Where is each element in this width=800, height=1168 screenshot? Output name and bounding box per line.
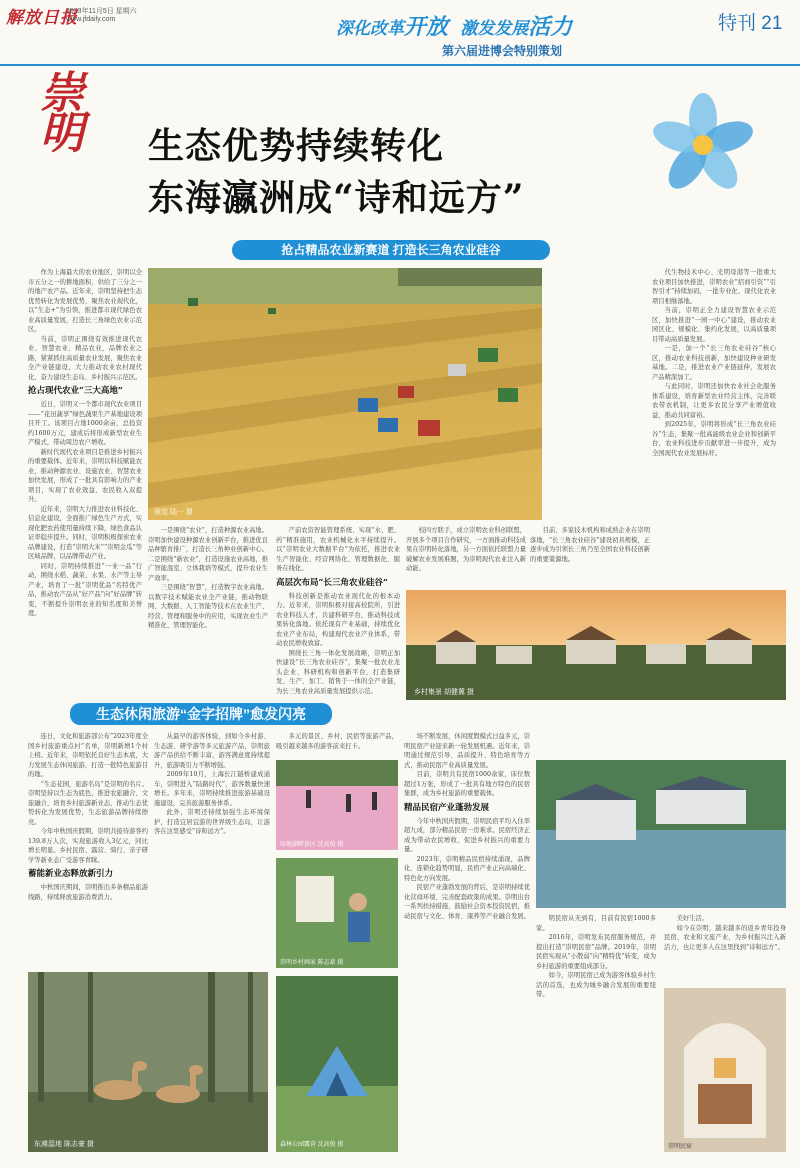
article-column-1 xyxy=(28,268,142,698)
article-column-4 xyxy=(406,526,526,586)
paragraph: 当前，崇明正围绕有效推进现代农业、智慧农业、精品农业，品牌农业之路，紧紧抓住高质量农业发展，聚焦农业全产业链建设，大力推动农业农村现代化，奋力建设生态岛、乡村振兴示范区。 xyxy=(28,335,142,381)
paragraph: 目前，崇明共有民宿1000余家，床位数超过1万张，形成了一批具有地方特色的民宿集群，成为乡村旅游的重要载体。 xyxy=(404,771,530,797)
photo-caption: 崇明乡村画家 陈志豪 摄 xyxy=(280,960,344,966)
village-painter-photo xyxy=(276,858,398,968)
newspaper-logo: 解放日报 xyxy=(6,8,78,28)
paragraph: 场不断发展，休闲度假模式日益多元，崇明民宿产业迎来新一轮发展机遇。近年来，崇明通过规范引导、品质提升、特色培育等方式，推动民宿产业高质量发展。 xyxy=(404,733,530,769)
harvest-field-photo xyxy=(148,268,542,520)
headline-line-2: 东海瀛洲成“诗和远方” xyxy=(148,177,525,219)
section-banner-agriculture: 抢占精品农业新赛道 打造长三角农业硅谷 xyxy=(232,240,550,260)
paragraph: 近日，崇明又一个都市现代农业项目——“花田蔬享”绿色蔬果生产基地建设项目开工。该项目占地1000余亩，总投资约1600万元，建成后将形成新型农业生产模式，带动周边农户增收。 xyxy=(28,401,142,446)
edition-label: 特刊 21 xyxy=(718,13,783,34)
photo-caption: 森林公园露营 沈高俊 摄 xyxy=(280,1142,344,1148)
flower-field-photo xyxy=(276,760,398,850)
paragraph: 目前，多家技术机构和成熟企业在崇明落地，“长三角农业硅谷”建设初具规模，正逐步成为引领长三角乃至全国农业科技创新的重要策源地。 xyxy=(530,527,650,563)
paragraph: 一是围绕“农业”，打造种源农业高地。崇明加快建设种源农业创新平台，推进优良品种繁育推广，打造长三角种业创新中心。二是围绕“新农业”，打造设施农业高地，推广智能温室、立体栽培等模式，提升农业生产效率。 xyxy=(148,527,268,582)
paragraph: 当前，崇明正全力建设智慧农业示范区，加快推进“一园一中心”建设，推动农业园区化、规模化、集约化发展，以高质量项目带动高质量发展。 xyxy=(652,307,776,343)
paragraph: 今年中秋国庆假期，崇明共接待游客约139.8万人次，实现旅游收入3亿元，同比增长明显。乡村民宿、露营、骑行、亲子研学等新业态广受游客青睐。 xyxy=(28,828,148,864)
paragraph: 此外，崇明还持续加强生态环境保护，打造宜居宜游的世界级生态岛，让游客在这里感受“诗和远方”。 xyxy=(154,809,270,835)
article-column-10 xyxy=(536,914,656,1152)
lakeside-resort-photo xyxy=(536,760,786,908)
paragraph: 科技创新是推动农业现代化的根本动力。近年来，崇明积极对接高校院所，引进农业科技人才，共建科研平台，推动科技成果转化落地。依托现有产业基础，持续优化农业产业布局，构建现代农业产业体系，带动农民增收致富。 xyxy=(276,592,400,647)
section-heading: 抢占现代农业“三大高地” xyxy=(28,386,123,396)
photo-caption: 崇明民宿 xyxy=(668,1144,693,1150)
article-column-3 xyxy=(276,526,400,696)
paragraph: 产前农资智能管理系统、实现“水、肥、药”精准施用，农业机械化水平持续提升。以“崇明农业大数据平台”为依托，推进农业生产智能化、经营网络化、管理数据化、服务在线化。 xyxy=(276,527,400,572)
photo-caption: 乡村集景 胡健冀 摄 xyxy=(414,689,474,696)
special-subtitle: 第六届进博会特别策划 xyxy=(442,44,563,58)
paragraph: 校四方联手，成立崇明农业科创联盟，开展多个项目合作研究，一方面推动科技成果在崇明转化落地，另一方面依托联盟力量破解农业发展难题，为崇明现代农业注入新动能。 xyxy=(406,527,526,572)
paragraph: 民宿产业蓬勃发展的背后，是崇明持续优化营商环境、完善配套政策的成果。崇明出台一系列扶持措施，鼓励社会资本投资民宿，推动民宿与文化、体育、康养等产业融合发展。 xyxy=(404,884,530,920)
article-column-5 xyxy=(652,268,776,586)
paragraph: 三是围绕“智慧”，打造数字农业高地。以数字技术赋能农业全产业链，推动物联网、大数据、人工智能等技术在农业生产、经营、管理和服务中的应用，实现农业生产精准化、管理智能化。 xyxy=(148,584,268,629)
paragraph: 作为上海最大的农业地区，崇明以全市五分之一的耕地面积，供给了三分之一的地产农产品。近年来，崇明坚持把生态优势转化为发展优势，聚焦农业现代化，以“生态+”为引领，推进都市现代绿色农业高质量发展，打造长三角绿色农业示范区。 xyxy=(28,269,142,333)
slogan-part: 开放 xyxy=(404,14,449,39)
issue-date: 2023年11月5日 星期六 xyxy=(66,8,137,15)
paragraph: 今年中秋国庆假期，崇明民宿平均入住率超九成，部分精品民宿一房难求。民宿经济正成为带动农民增收、促进乡村振兴的重要力量。 xyxy=(404,817,530,853)
special-slogan xyxy=(336,10,572,41)
photo-caption: 绿地湖畔景区 沈高俊 摄 xyxy=(280,842,344,848)
paragraph: 围绕长三角一体化发展战略，崇明正加快建设“长三角农业硅谷”，集聚一批农业龙头企业、科研机构和创新平台，打造集研发、生产、加工、销售于一体的全产业链，为长三角农业高质量发展提供示范。 xyxy=(276,649,400,695)
article-column-4b xyxy=(530,526,650,586)
district-title xyxy=(40,68,86,159)
bnb-interior-photo xyxy=(664,988,786,1152)
paragraph: 近年来，崇明大力推进农业科技化、信息化建设，全面推广绿色生产方式，实现化肥农药使用量持续下降，绿色食品认证率稳步提升。同时，崇明积极探索农业品牌建设，打造“崇明大米”“崇明金瓜”等区域品牌，以品牌带动产业。 xyxy=(28,505,142,560)
paragraph: 与此同时，崇明还加快农业社会化服务体系建设，培育新型农业经营主体，完善联农带农机制，让更多农民分享产业增值收益，推动共同富裕。 xyxy=(652,383,776,419)
slogan-part: 活力 xyxy=(528,14,573,39)
article-column-9 xyxy=(404,732,530,1152)
article-column-11 xyxy=(664,914,786,984)
photo-caption: 东滩湿地 陈志豪 摄 xyxy=(34,1141,94,1148)
slogan-part: 深化 xyxy=(336,19,370,38)
website-url[interactable]: www.jfdaily.com xyxy=(66,16,116,23)
paragraph: 2016年，崇明发布民宿服务规范，并提出打造“崇明民宿”品牌。2019年，崇明民宿实现从“小散弱”向“精特优”转变，成为乡村旅游的重要组成部分。 xyxy=(536,934,656,970)
paragraph: 代生物技术中心、光明母港等一批重大农业项目加快推进，崇明农业“招商引资”“引智引才”持续加码，一批专业化、现代化农业项目相继落地。 xyxy=(652,269,776,305)
article-column-6 xyxy=(28,732,148,968)
district-name: 崇明 xyxy=(40,68,84,159)
paragraph: 美好生活。 xyxy=(676,915,709,922)
paragraph: 连日，文化和旅游部公布“2023年度全国乡村旅游重点村”名单，崇明新增1个村上榜。近年来，崇明依托良好生态本底，大力发展生态休闲旅游，打造一批特色旅游目的地。 xyxy=(28,733,148,778)
section-heading: 蓄能新业态释放新引力 xyxy=(28,869,114,879)
paragraph: 到2025年，崇明将形成“长三角农业硅谷”生态，集聚一批高能级农业企业和创新平台，农业科技进步贡献率进一步提升，成为全国现代农业发展标杆。 xyxy=(652,421,776,457)
photo-caption: 视觉 陆一 摄 xyxy=(154,509,193,516)
section-heading: 高层次布局“长三角农业硅谷” xyxy=(276,577,388,588)
slogan-part: 激发 xyxy=(460,19,495,38)
paragraph: 从最早的游客体验，到如今乡村游、生态游、研学游等多元旅游产品，崇明旅游产品供给不断丰富，游客满意度持续提升，旅游吸引力不断增强。 xyxy=(154,733,270,769)
article-column-7 xyxy=(154,732,270,968)
slogan-part: 发展 xyxy=(494,19,529,38)
article-column-8 xyxy=(276,732,398,760)
paragraph: 2009年10月，上海长江隧桥建成通车，崇明进入“陆路时代”，游客数量快速增长。多年来，崇明持续推进旅游基础设施建设，完善旅游服务体系。 xyxy=(154,771,270,807)
section-heading: 精品民宿产业蓬勃发展 xyxy=(404,802,490,813)
village-sunset-photo xyxy=(406,590,786,700)
paragraph: 同时，崇明持续推进“一业一品”行动，围绕水稻、蔬菜、水果、水产等主导产业，培育了一批“崇明优品”名特优产品，推动农产品从“好产品”向“好品牌”转变，不断提升崇明农业的知名度和美誉度。 xyxy=(28,562,142,617)
masthead xyxy=(0,0,800,66)
paragraph: “生态花园，旅游名岛”是崇明的名片。崇明坚持以生态为底色，推进农旅融合、文旅融合，培育乡村旅游新业态，推动生态优势转化为发展优势，生态旅游品牌持续擦亮。 xyxy=(28,780,148,826)
paragraph: 如今，崇明民宿已成为游客体验乡村生活的首选，也成为城乡融合发展的重要纽带。 xyxy=(536,972,656,998)
section-banner-tourism: 生态休闲旅游“金字招牌”愈发闪亮 xyxy=(70,703,332,725)
slogan-part: 改革 xyxy=(370,19,404,38)
paragraph: 多元的景区、乡村、民宿等旅游产品，吸引越来越多的游客前来打卡。 xyxy=(276,733,398,750)
wetland-deer-photo xyxy=(28,972,268,1152)
paragraph: 2023年，崇明精品民宿持续涌现，品牌化、连锁化趋势明显，民宿产业正向高端化、特色化方向发展。 xyxy=(404,855,530,882)
paragraph: 中秋国庆期间，崇明推出多条精品旅游线路，持续释放旅游消费潜力。 xyxy=(28,884,148,901)
paragraph: 新时代现代农业项目是推进乡村振兴的重要载体。近年来，崇明以科技赋能农业，推动种源农业、设施农业、智慧农业加快发展，形成了一批具有影响力的产业项目，实现了农业效益、农民收入双提升。 xyxy=(28,448,142,503)
flower-logo-icon xyxy=(648,90,758,200)
paragraph: 一是，加一个“长三角农业硅谷”核心区，推动农业科技创新，加快建设种业研发基地。二是，推进农业产业链延伸，发展农产品精深加工。 xyxy=(652,345,776,381)
headline-line-1: 生态优势持续转化 xyxy=(148,125,445,167)
article-column-2 xyxy=(148,526,268,696)
forest-camping-photo xyxy=(276,976,398,1152)
paragraph: 如今在崇明，越来越多的返乡青年投身民宿、农业和文旅产业，为乡村振兴注入新活力，也让更多人在这里找到“诗和远方”。 xyxy=(664,924,786,951)
paragraph: 明民宿从无到有，目前有民宿1000多家。 xyxy=(536,915,656,932)
